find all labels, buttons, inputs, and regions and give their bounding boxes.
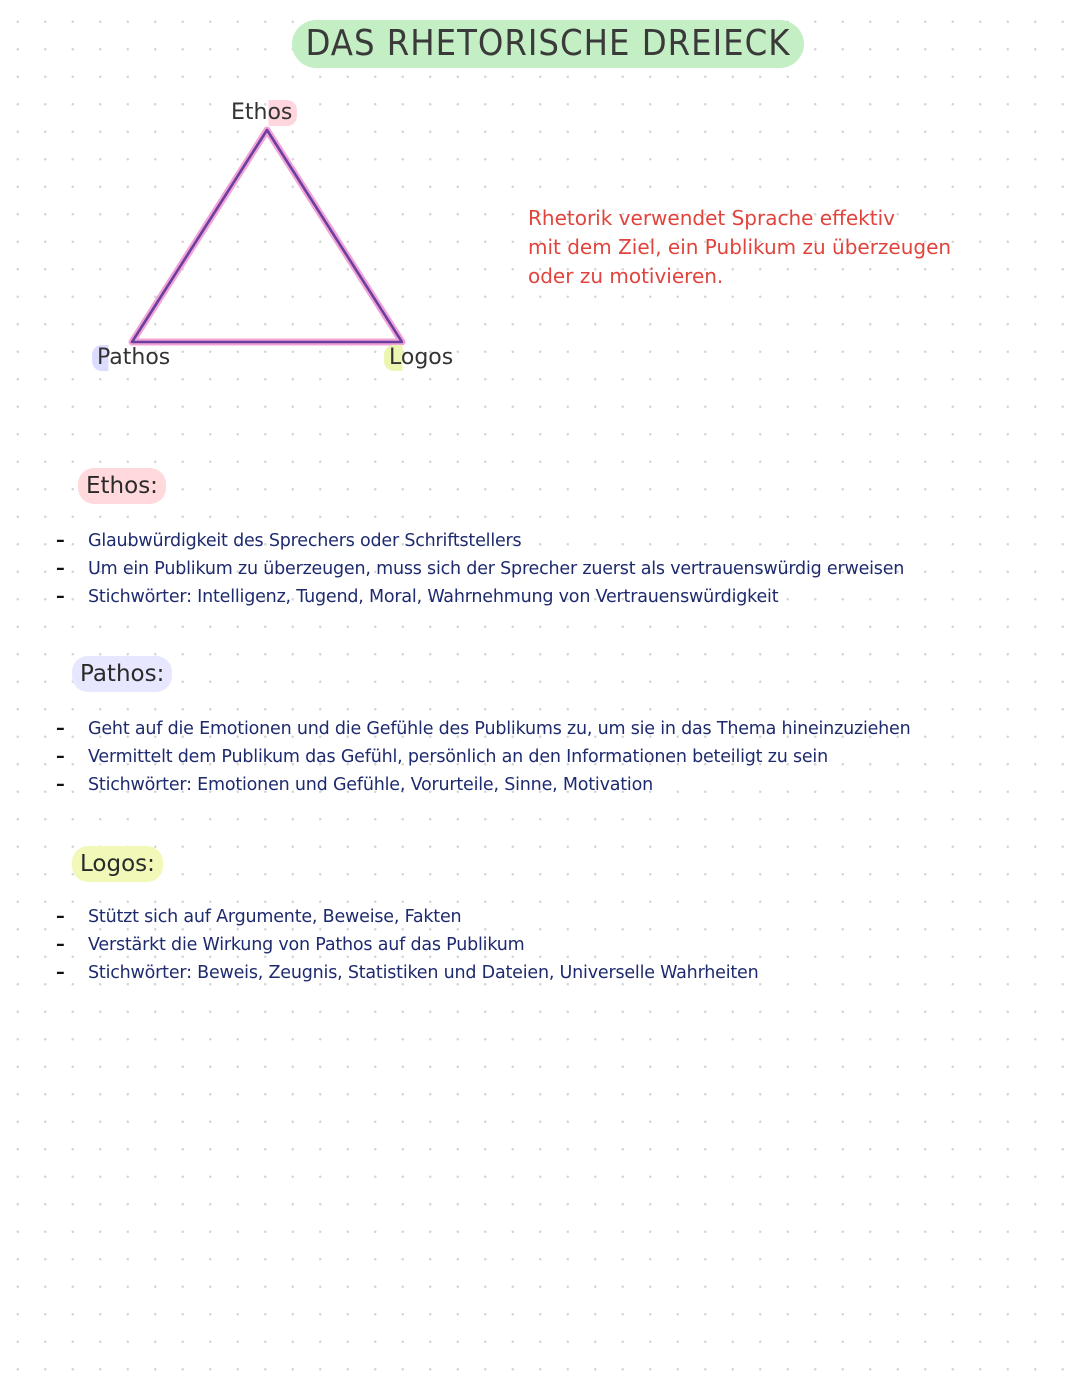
definition-note xyxy=(528,204,1028,291)
triangle-label-ethos: Ethos xyxy=(226,100,297,126)
ethos-bullet-list xyxy=(56,527,904,611)
definition-line-3: oder zu motivieren. xyxy=(528,264,724,288)
list-item: – Um ein Publikum zu überzeugen, muss sich der Sprecher zuerst als vertrauenswürdig erweisen xyxy=(56,555,904,583)
list-item: – Vermittelt dem Publikum das Gefühl, persönlich an den Informationen beteiligt zu sein xyxy=(56,743,911,771)
rhetorical-triangle xyxy=(120,120,420,360)
list-item: – Verstärkt die Wirkung von Pathos auf das Publikum xyxy=(56,931,759,959)
pathos-bullet-list xyxy=(56,715,911,799)
list-item: – Stichwörter: Emotionen und Gefühle, Vorurteile, Sinne, Motivation xyxy=(56,771,911,799)
list-item: – Geht auf die Emotionen und die Gefühle des Publikums zu, um sie in das Thema hineinzuziehen xyxy=(56,715,911,743)
triangle-outline xyxy=(132,130,402,342)
definition-line-1: Rhetorik verwendet Sprache effektiv xyxy=(528,206,895,230)
logos-bullet-list xyxy=(56,903,759,987)
list-item: – Stichwörter: Intelligenz, Tugend, Moral, Wahrnehmung von Vertrauenswürdigkeit xyxy=(56,583,904,611)
section-heading-pathos: Pathos: xyxy=(72,656,172,692)
triangle-glow xyxy=(132,130,402,342)
list-item: – Stützt sich auf Argumente, Beweise, Fakten xyxy=(56,903,759,931)
triangle-label-pathos: Pathos xyxy=(92,345,175,371)
section-heading-logos: Logos: xyxy=(72,846,163,882)
definition-line-2: mit dem Ziel, ein Publikum zu überzeugen xyxy=(528,235,952,259)
list-item: – Glaubwürdigkeit des Sprechers oder Schriftstellers xyxy=(56,527,904,555)
page-title: DAS RHETORISCHE DREIECK xyxy=(292,20,804,68)
section-heading-ethos: Ethos: xyxy=(78,468,166,504)
list-item: – Stichwörter: Beweis, Zeugnis, Statistiken und Dateien, Universelle Wahrheiten xyxy=(56,959,759,987)
triangle-label-logos: Logos xyxy=(384,345,458,371)
